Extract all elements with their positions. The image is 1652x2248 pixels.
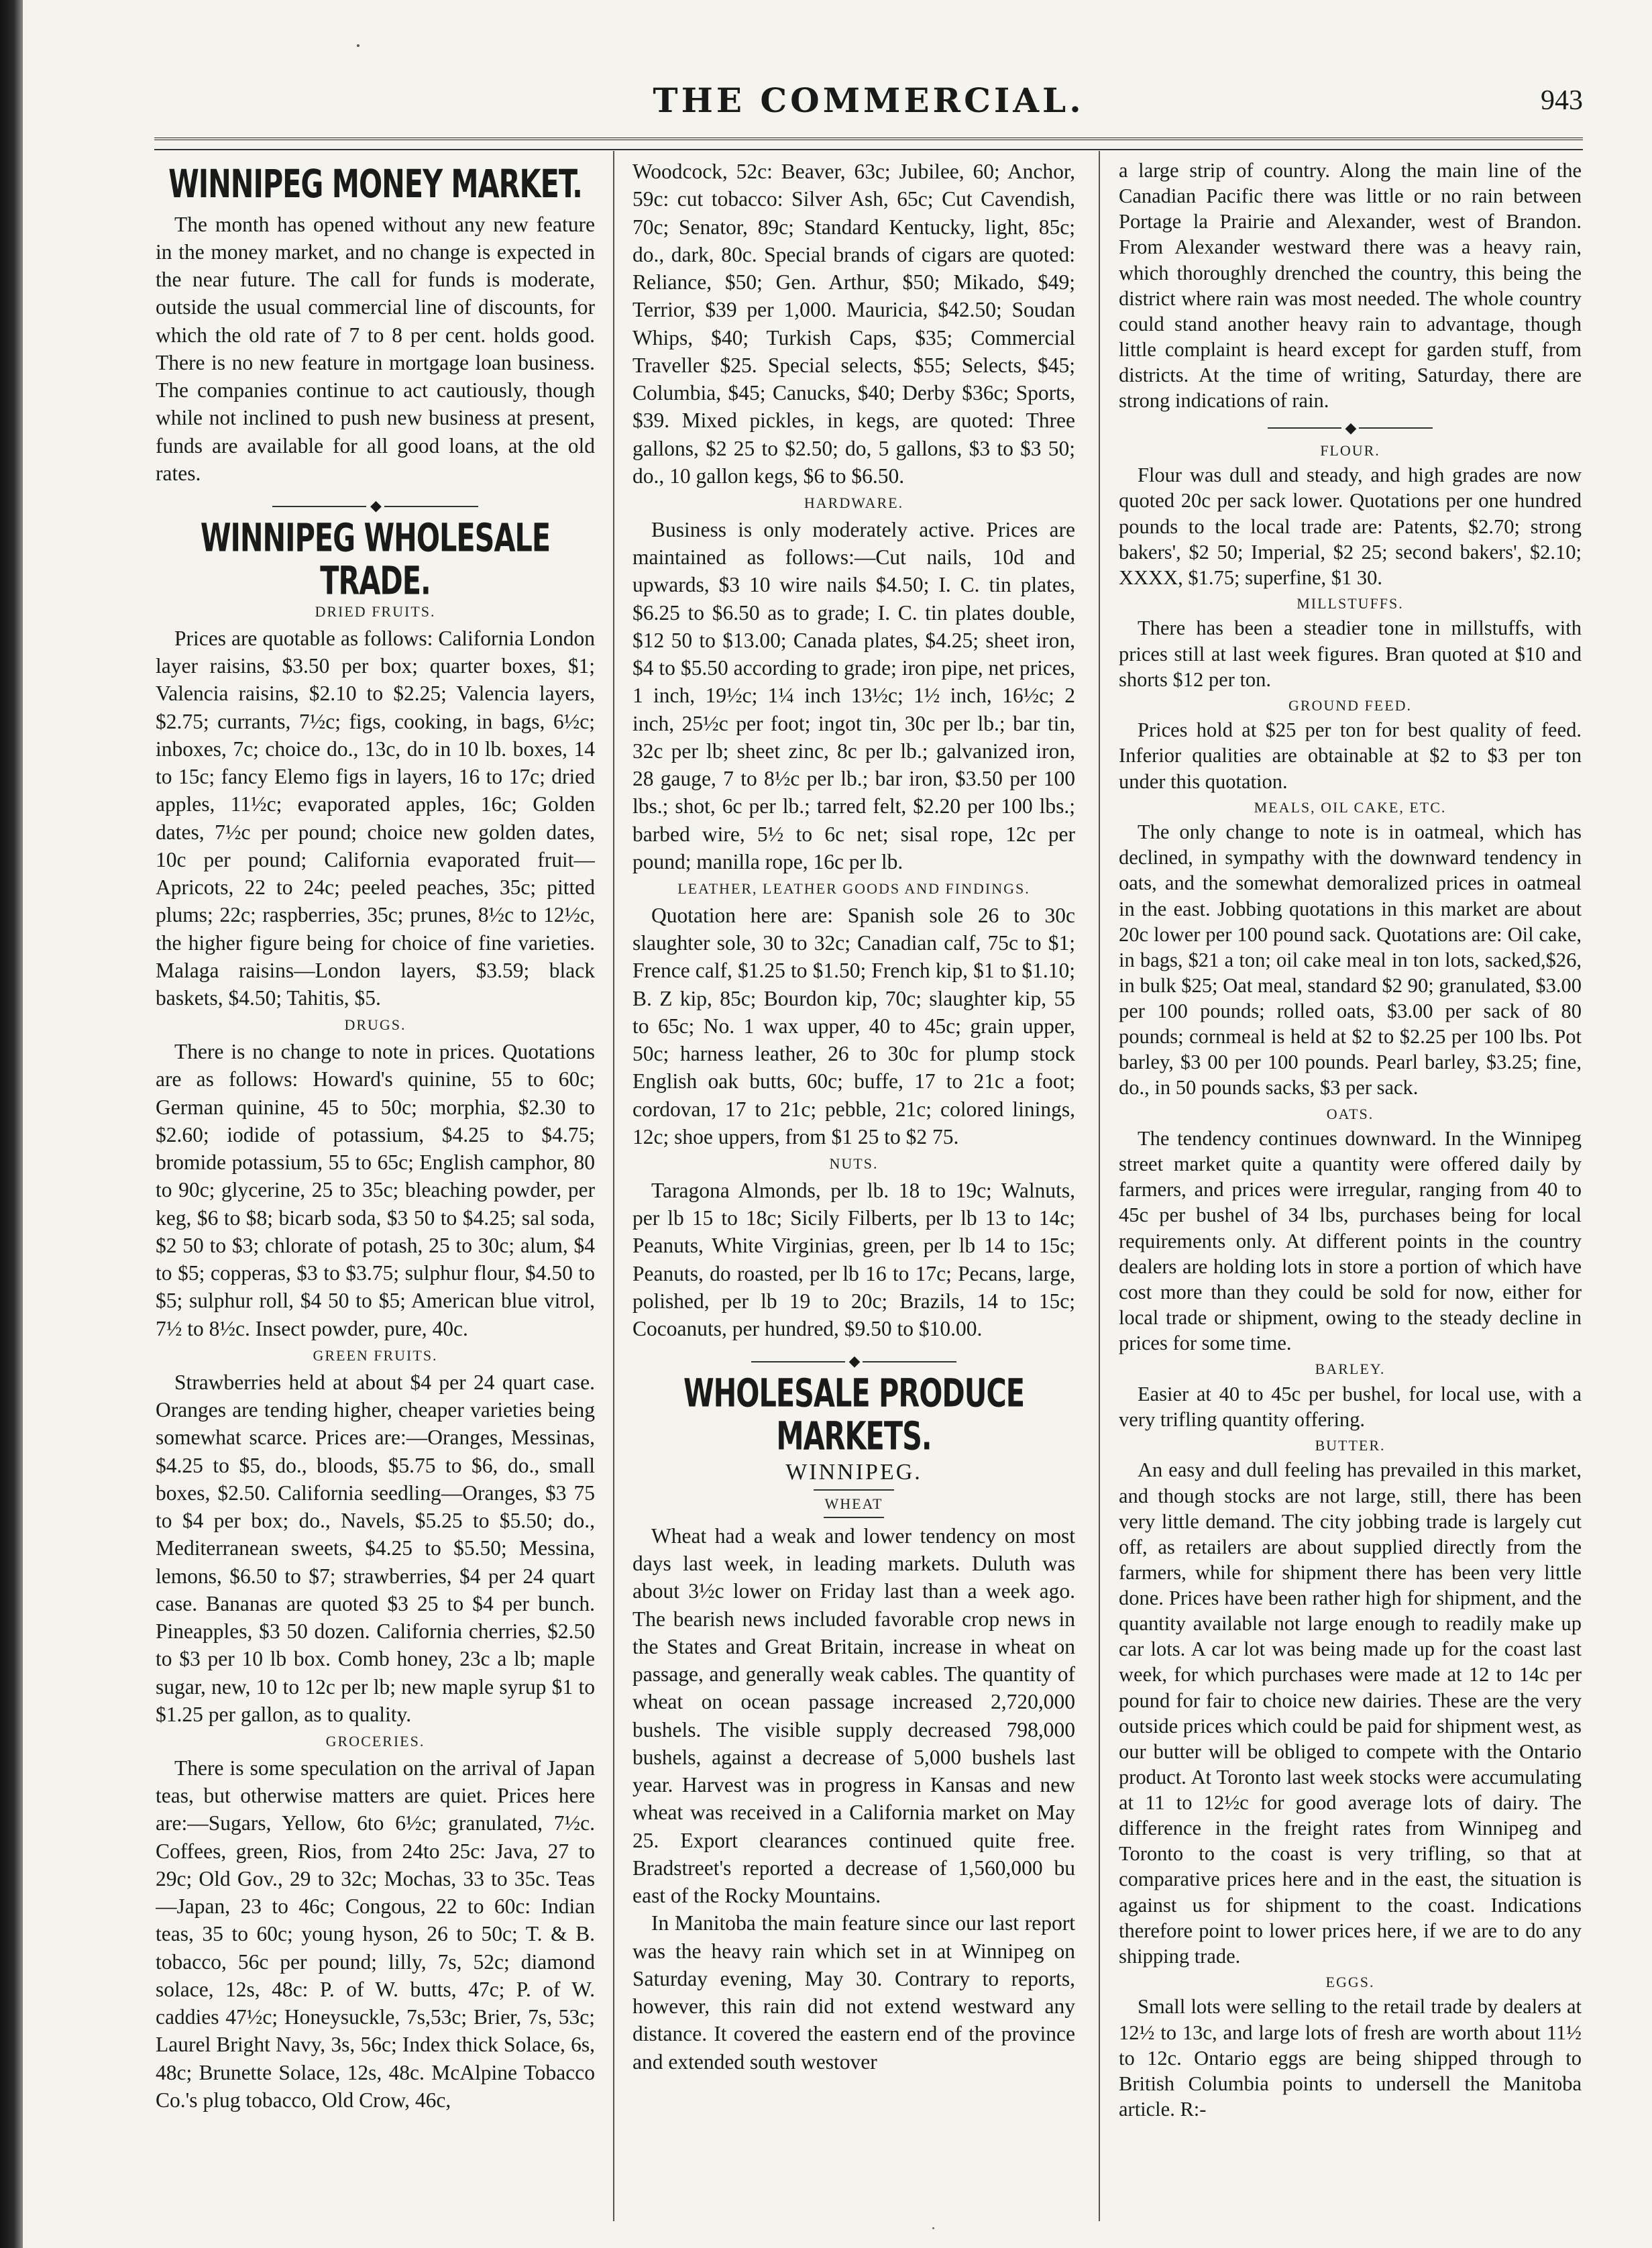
subsection-heading: BARLEY.	[1315, 1360, 1386, 1378]
city-rule	[814, 1489, 894, 1491]
column-3	[1119, 158, 1582, 2228]
masthead-rule-secondary	[154, 149, 1583, 150]
article-paragraph: Small lots were selling to the retail trade by dealers at 12½ to 13c, and large lots of fresh are worth about 11½ to 12c. Ontario eggs are being shipped through to British Columbia points to undersell the Manitoba article. R:-	[1119, 1995, 1582, 2121]
article-paragraph: There is some speculation on the arrival of Japan teas, but otherwise matters are quiet. Prices here are:—Sugars, Yellow, 6to 6½c; granulated, 7½c. Coffees, green, Rios, from 24to 25c: Java, 27 to 29c; Old Gov., 29 to 32c; Mochas, 33 to 35c. Teas—Japan, 23 to 46c; Congous, 22 to 60c: Indian teas, 35 to 60c; young hyson, 26 to 50c; T. & B. tobacco, 56c per pound; lilly, 7s, 52c; diamond solace, 12s, 48c: P. of W. butts, 47c; P. of W. caddies 47½c; Honeysuckle, 7s,53c; Brier, 7s, 53c; Laurel Bright Navy, 3s, 56c; Index thick Solace, 6s, 48c; Brunette Solace, 12s, 48c. McAlpine Tobacco Co.'s plug tobacco, Old Crow, 46c,	[156, 1756, 595, 2112]
subsection-heading: EGGS.	[1325, 1973, 1375, 1990]
masthead-rule	[154, 138, 1583, 140]
article-paragraph: In Manitoba the main feature since our last report was the heavy rain which set in at Winnipeg on Saturday evening, May 30. Contrary to reports, however, this rain did not extend westward any distance. It covered the eastern end of the province and extended south westover	[632, 1911, 1075, 2074]
article-paragraph: Flour was dull and steady, and high grades are now quoted 20c per sack lower. Quotations per one hundred pounds to the local trade are: Patents, $2.70; strong bakers', $2 50; Imperial, $2 25; second bakers', $2.10; XXXX, $1.75; superfine, $1 30.	[1119, 464, 1582, 589]
section-separator: ◆	[156, 496, 595, 516]
subsection-heading: FLOUR.	[1320, 441, 1380, 459]
column-2	[632, 158, 1075, 2228]
column-1	[156, 158, 595, 2228]
subsection-heading: HARDWARE.	[804, 494, 904, 511]
article-paragraph-continued: a large strip of country. Along the main line of the Canadian Pacific there was little or no rain between Portage la Prairie and Alexander, west of Brandon. From Alexander westward there was a heavy rain, which thoroughly drenched the country, this being the district where rain was most needed. The whole country could stand another heavy rain to advantage, though little complaint is heard except for garden stuff, from districts. At the time of writing, Saturday, there are strong indications of rain.	[1119, 159, 1582, 413]
article-paragraph-continued: Woodcock, 52c: Beaver, 63c; Jubilee, 60; Anchor, 59c: cut tobacco: Silver Ash, 65c; Cut Cavendish, 70c; Senator, 89c; Standard Kentucky, light, 85c; do., dark, 80c. Special brands of cigars are quoted: Reliance, $50; Gen. Arthur, $50; Mikado, $49; Terrior, $39 per 1,000. Mauricia, $42.50; Soudan Whips, $40; Turkish Caps, $35; Commercial Traveller $25. Special selects, $55; Selects, $45; Columbia, $45; Canucks, $40; Derby $36c; Sports, $39. Mixed pickles, in kegs, are quoted: Three gallons, $2 25 to $2.50; do, 5 gallons, $3 to $3 50; do., 10 gallon kegs, $6 to $6.50.	[632, 160, 1075, 488]
column-divider	[613, 151, 614, 2221]
article-paragraph: Business is only moderately active. Prices are maintained as follows:—Cut nails, 10d and upwards, $3 10 wire nails $4.50; I. C. tin plates, $6.25 to $6.50 as to grade; I. C. tin plates double, $12 50 to $13.00; Canada plates, $4.25; sheet iron, $4 to $5.50 according to grade; iron pipe, net prices, 1 inch, 19½c; 1¼ inch 13½c; 1½ inch, 16½c; 2 inch, 25½c per foot; ingot tin, 30c per lb.; bar tin, 32c per lb; sheet zinc, 8c per lb.; galvanized iron, 28 gauge, 7 to 8½c per lb.; bar iron, $3.50 per 100 lbs.; shot, 6c per lb.; tarred felt, $2.20 per 100 lbs.; barbed wire, 5½ to 6c net; sisal rope, 12c per pound; manilla rope, 16c per lb.	[632, 517, 1075, 873]
section-separator: ◆	[1119, 419, 1582, 437]
article-paragraph: The month has opened without any new feature in the money market, and no change is expected in the near future. The call for funds is moderate, outside the usual commercial line of discounts, for which the old rate of 7 to 8 per cent. holds good. There is no new feature in mortgage loan business. The companies continue to act cautiously, though while not inclined to push new business at present, funds are available for all good loans, at the old rates.	[156, 212, 595, 485]
section-headline: WINNIPEG MONEY MARKET.	[168, 161, 582, 207]
scan-speck	[357, 44, 360, 47]
column-divider	[1099, 151, 1100, 2221]
article-paragraph: Taragona Almonds, per lb. 18 to 19c; Walnuts, per lb 15 to 18c; Sicily Filberts, per lb 13 to 14c; Peanuts, White Virginias, green, per lb 14 to 15c; Peanuts, do roasted, per lb 16 to 17c; Pecans, large, polished, per lb 19 to 20c; Brazils, 14 to 15c; Cocoanuts, per hundred, $9.50 to $10.00.	[632, 1178, 1075, 1341]
article-paragraph: There has been a steadier tone in millstuffs, with prices still at last week figures. Bran quoted at $10 and shorts $12 per ton.	[1119, 617, 1582, 691]
subsection-heading: MEALS, OIL CAKE, ETC.	[1254, 798, 1447, 816]
article-paragraph: The tendency continues downward. In the Winnipeg street market quite a quantity were offered daily by farmers, and prices were irregular, ranging from 40 to 45c per bushel of 34 lbs, purchases being for local requirements only. At different points in the country dealers are holding lots in store a portion of which have cost more than they could be sold for now, either for local trade or shipment, owing to the steady decline in prices for some time.	[1119, 1127, 1582, 1354]
article-paragraph: Prices hold at $25 per ton for best quality of feed. Inferior qualities are obtainable at $2 to $3 per ton under this quotation.	[1119, 718, 1582, 793]
section-headline: WINNIPEG WHOLESALE TRADE.	[200, 515, 551, 603]
scan-speck	[932, 2227, 934, 2229]
newspaper-title: THE COMMERCIAL.	[653, 81, 1085, 120]
subsection-heading: WHEAT	[824, 1495, 883, 1512]
subsection-heading: GROCERIES.	[325, 1733, 425, 1750]
subsection-heading: GROUND FEED.	[1288, 696, 1413, 714]
subsection-heading: MILLSTUFFS.	[1297, 594, 1404, 612]
subsection-heading: DRUGS.	[344, 1016, 406, 1034]
page-number: 943	[1541, 85, 1583, 116]
article-paragraph: Prices are quotable as follows: California London layer raisins, $3.50 per box; quarter boxes, $1; Valencia raisins, $2.10 to $2.25; Valencia layers, $2.75; currants, 7½c; figs, cooking, in bags, 6½c; inboxes, 7c; choice do., 13c, do in 10 lb. boxes, 14 to 15c; fancy Elemo figs in layers, 16 to 17c; dried apples, 11½c; evaporated apples, 16c; Golden dates, 7½c per pound; choice new golden dates, 10c per pound; California evaporated fruit—Apricots, 22 to 24c; peeled peaches, 35c; pitted plums; 22c; raspberries, 35c; prunes, 8½c to 12½c, the higher figure being for choice of fine varieties. Malaga raisins—London layers, $3.59; black baskets, $4.50; Tahitis, $5.	[156, 626, 595, 1010]
subsection-heading: LEATHER, LEATHER GOODS AND FINDINGS.	[677, 880, 1030, 898]
article-paragraph: The only change to note is in oatmeal, which has declined, in sympathy with the downward tendency in oats, and the somewhat demoralized prices in oatmeal in the east. Jobbing quotations in this market are about 20c lower per 100 pound sack. Quotations are: Oil cake, in bags, $21 a ton; oil cake meal in ton lots, sacked,$26, in bulk $25; Oat meal, standard $2 90; granulated, $3.00 per 100 pounds; rolled oats, $3.00 per sack of 80 pounds; cornmeal is held at $2 to $2.25 per 100 lbs. Pot barley, $3 00 per 100 pounds. Pearl barley, $3.25; fine, do., in 50 pounds sacks, $3 per sack.	[1119, 820, 1582, 1100]
article-paragraph: Quotation here are: Spanish sole 26 to 30c slaughter sole, 30 to 32c; Canadian calf, 75c to $1; Frence calf, $1.25 to $1.50; French kip, $1 to $1.10; B. Z kip, 85c; Bourdon kip, 70c; slaughter kip, 55 to 65c; No. 1 wax upper, 40 to 45c; grain upper, 50c; harness leather, 26 to 30c for plump stock English oak butts, 60c; buffe, 17 to 21c a foot; cordovan, 17 to 21c; pebble, 21c; colored linings, 12c; shoe uppers, from $1 25 to $2 75.	[632, 903, 1075, 1148]
subsection-heading: DRIED FRUITS.	[315, 603, 436, 621]
subsection-heading: OATS.	[1326, 1105, 1374, 1122]
subsection-heading: GREEN FRUITS.	[313, 1346, 438, 1364]
masthead	[154, 81, 1583, 127]
section-separator: ◆	[632, 1352, 1075, 1371]
city-heading: WINNIPEG.	[785, 1460, 922, 1485]
article-paragraph: Strawberries held at about $4 per 24 quart case. Oranges are tending higher, cheaper varieties being somewhat scarce. Prices are:—Oranges, Messinas, $4.25 to $5, do., bloods, $5.75 to $6, do., small boxes, $2.50. California seedling—Oranges, $3 75 to $4 per box; do., Navels, $5.25 to $5.50; do., Mediterranean sweets, $4.25 to $5.50; Messina, lemons, $6.50 to $7; strawberries, $4 per 24 quart case. Bananas are quoted $3 25 to $4 per bunch. Pineapples, $3 50 dozen. California cherries, $2.50 to $3 per 10 lb box. Comb honey, 23c a lb; maple sugar, new, 10 to 12c per lb; new maple syrup $1 to $1.25 per gallon, as to quality.	[156, 1370, 595, 1726]
article-paragraph: Wheat had a weak and lower tendency on most days last week, in leading markets. Duluth was about 3½c lower on Friday last than a week ago. The bearish news included favorable crop news in the States and Great Britain, increase in wheat on passage, and generally weak cables. The quantity of wheat on ocean passage increased 2,720,000 bushels. The visible supply decreased 798,000 bushels, against a decrease of 5,000 bushels last year. Harvest was in progress in Kansas and new wheat was received in a California market on May 25. Export clearances continued quite free. Bradstreet's reported a decrease of 1,560,000 bu east of the Rocky Mountains.	[632, 1523, 1075, 1908]
subsection-heading: BUTTER.	[1315, 1436, 1386, 1454]
article-paragraph: There is no change to note in prices. Quotations are as follows: Howard's quinine, 55 to 60c; German quinine, 45 to 50c; morphia, $2.30 to $2.60; iodide of potassium, $4.25 to $4.75; bromide potassium, 55 to 65c; English camphor, 80 to 90c; glycerine, 25 to 35c; bleaching powder, per keg, $6 to $8; bicarb soda, $3 50 to $4.25; sal soda, $2 50 to $3; chlorate of potash, 25 to 30c; alum, $4 to $5; copperas, $3 to $3.75; sulphur flour, $4.50 to $5; sulphur roll, $4 50 to $5; American blue vitrol, 7½ to 8½c. Insect powder, pure, 40c.	[156, 1040, 595, 1340]
article-paragraph: Easier at 40 to 45c per bushel, for local use, with a very trifling quantity offering.	[1119, 1382, 1582, 1431]
subhead-rule	[824, 1517, 884, 1518]
section-headline: WHOLESALE PRODUCE MARKETS.	[683, 1371, 1024, 1458]
article-paragraph: An easy and dull feeling has prevailed in this market, and though stocks are not large, still, there has been very little demand. The city jobbing trade is largely cut off, as retailers are about supplied directly from the farmers, while for shipment there has been very little done. Prices have been rather high for shipment, and the quantity available not large enough to readily make up car lots. A car lot was being made up for the coast last week, for which purchases were made at 12 to 14c per pound for fair to choice new dairies. These are the very outside prices which could be paid for shipment west, as our butter will be obliged to compete with the Ontario product. At Toronto last week stocks were accumulating at 11 to 12½c for good average lots of dairy. The difference in the freight rates from Winnipeg and Toronto to the coast is very trifling, so that at comparative prices here and in the east, the situation is against us for shipment to the coast. Indications therefore point to lower prices here, if we are to do any shipping trade.	[1119, 1458, 1582, 1968]
subsection-heading: NUTS.	[829, 1155, 879, 1173]
binding-edge	[0, 0, 23, 2248]
